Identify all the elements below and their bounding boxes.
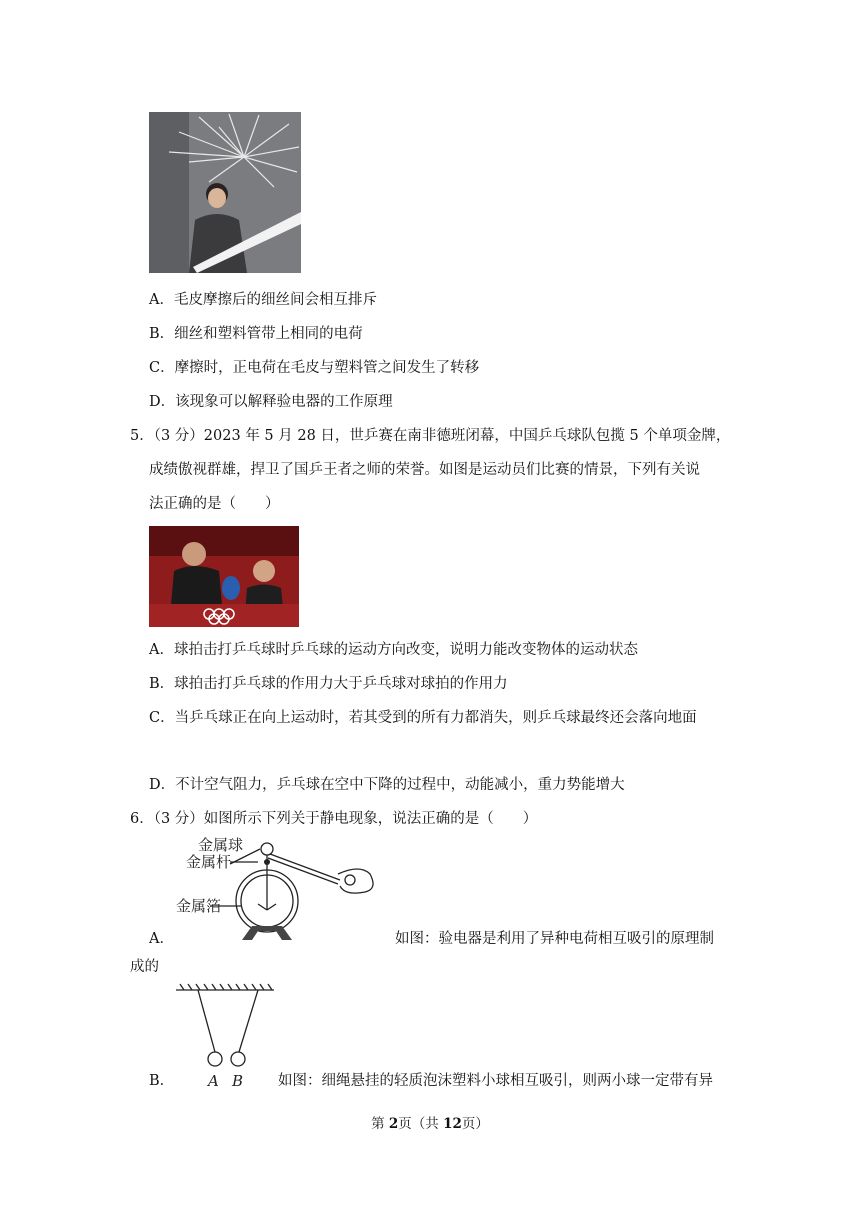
q6-option-a-label: A．: [149, 931, 174, 947]
q5-stem-line3: 法正确的是（ ）: [149, 496, 280, 512]
q4-option-c: C．摩擦时，正电荷在毛皮与塑料管之间发生了转移: [149, 360, 480, 376]
q4-option-a: A．毛皮摩擦后的细丝间会相互排斥: [149, 292, 377, 308]
photo-table-tennis: [149, 526, 299, 627]
q6-option-a-text: 如图：验电器是利用了异种电荷相互吸引的原理制: [395, 931, 714, 947]
footer-pre: 第: [371, 1116, 389, 1132]
footer-page-number: 2: [388, 1116, 399, 1132]
footer-post: 页）: [461, 1116, 489, 1132]
label-metal-foil: 金属箔: [176, 897, 222, 915]
q6-option-b-text: 如图：细绳悬挂的轻质泡沫塑料小球相互吸引，则两小球一定带有异: [278, 1073, 713, 1089]
q4-option-b: B．细丝和塑料管带上相同的电荷: [149, 326, 363, 342]
label-ball-a: A: [208, 1072, 219, 1090]
hanging-balls-diagram: [172, 982, 278, 1092]
page-footer: [0, 1112, 860, 1132]
q5-option-c: C．当乒乓球正在向上运动时，若其受到的所有力都消失，则乒乓球最终还会落向地面: [149, 710, 697, 726]
electroscope-diagram: [170, 834, 400, 946]
label-metal-ball: 金属球: [198, 836, 244, 854]
q6-option-b-label: B．: [149, 1073, 175, 1089]
label-metal-rod: 金属杆: [186, 853, 232, 871]
footer-total-pages: 12: [443, 1116, 462, 1132]
q5-stem-line1: 5．（3 分）2023 年 5 月 28 日，世乒赛在南非德班闭幕，中国乒乓球队包揽 5 个单项金牌，: [130, 428, 731, 444]
q5-option-a: A．球拍击打乒乓球时乒乓球的运动方向改变，说明力能改变物体的运动状态: [149, 642, 638, 658]
q5-stem-line2: 成绩傲视群雄，捍卫了国乒王者之师的荣誉。如图是运动员们比赛的情景，下列有关说: [149, 462, 700, 478]
q5-option-b: B．球拍击打乒乓球的作用力大于乒乓球对球拍的作用力: [149, 676, 508, 692]
q4-option-d: D．该现象可以解释验电器的工作原理: [149, 394, 393, 410]
q6-stem: 6．（3 分）如图所示下列关于静电现象，说法正确的是（ ）: [130, 811, 538, 827]
label-ball-b: B: [232, 1072, 244, 1090]
footer-mid: 页（共: [398, 1116, 444, 1132]
photo-static-threads: [149, 112, 301, 273]
q6-option-a-text2: 成的: [130, 959, 159, 975]
q5-option-d: D．不计空气阻力，乒乓球在空中下降的过程中，动能减小，重力势能增大: [149, 777, 625, 793]
